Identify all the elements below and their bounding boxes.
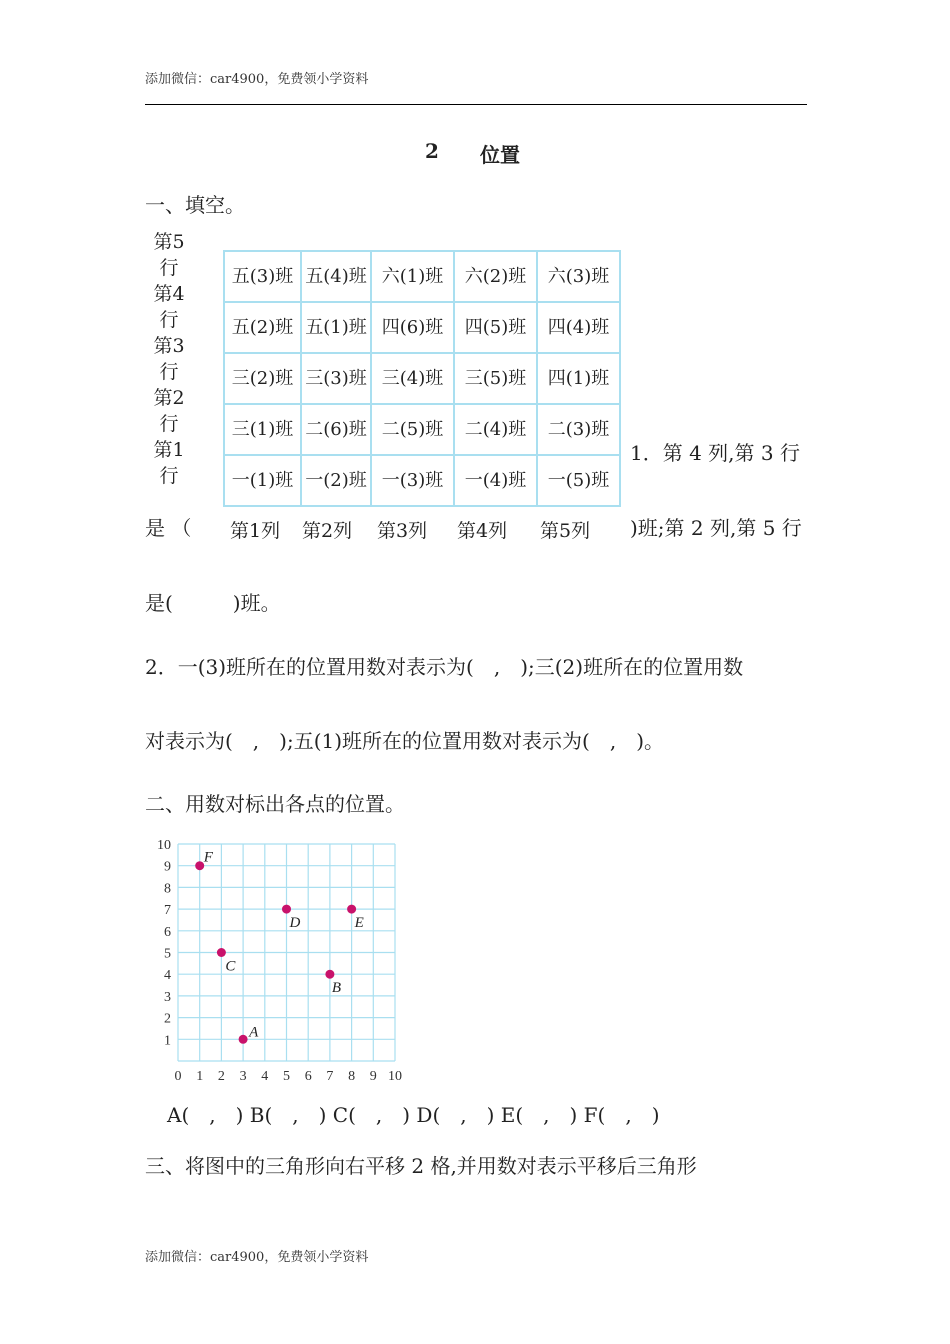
grid-row <box>224 302 620 353</box>
page-title: 位置 <box>480 143 520 167</box>
header-rule <box>145 104 807 105</box>
point-d <box>282 905 291 914</box>
col-label-3: 第3列 <box>377 520 428 542</box>
col-label-5: 第5列 <box>540 520 591 542</box>
x-tick-label: 3 <box>239 1069 247 1084</box>
title-number: 2 <box>425 139 439 163</box>
grid-cell: 二(3)班 <box>537 404 620 455</box>
grid-cell: 二(6)班 <box>301 404 371 455</box>
grid-cell: 三(5)班 <box>454 353 537 404</box>
point-e <box>347 905 356 914</box>
x-tick-label: 2 <box>217 1069 225 1084</box>
page-header: 添加微信：car4900，免费领小学资料 <box>145 72 369 87</box>
y-tick-label: 1 <box>164 1033 171 1049</box>
grid-cell: 一(1)班 <box>224 455 301 506</box>
grid-row <box>224 353 620 404</box>
grid-cell: 二(4)班 <box>454 404 537 455</box>
q1-mid: )班;第 2 列,第 5 行 <box>630 516 802 540</box>
row-label-5: 第5行 <box>153 231 185 279</box>
point-label-e: E <box>354 915 364 932</box>
page-footer: 添加微信：car4900，免费领小学资料 <box>145 1250 369 1265</box>
col-label-1: 第1列 <box>230 520 281 542</box>
grid-cell: 六(1)班 <box>371 251 454 302</box>
point-label-d: D <box>289 915 301 932</box>
grid-cell: 三(3)班 <box>301 353 371 404</box>
point-label-a: A <box>249 1024 259 1041</box>
row-label-2: 第2行 <box>153 387 185 435</box>
point-a <box>239 1035 248 1044</box>
x-tick-label: 0 <box>174 1069 182 1084</box>
x-tick-label: 6 <box>304 1069 312 1084</box>
grid-cell: 五(4)班 <box>301 251 371 302</box>
point-c <box>217 948 226 957</box>
point-b <box>325 970 334 979</box>
grid-row <box>224 251 620 302</box>
x-tick-label: 9 <box>369 1069 377 1084</box>
grid-cell: 三(2)班 <box>224 353 301 404</box>
y-tick-label: 10 <box>157 838 171 853</box>
grid-cell: 一(2)班 <box>301 455 371 506</box>
y-tick-label: 3 <box>164 989 171 1005</box>
grid-cell: 一(3)班 <box>371 455 454 506</box>
y-tick-label: 5 <box>164 946 171 962</box>
grid-cell: 三(1)班 <box>224 404 301 455</box>
grid-cell: 三(4)班 <box>371 353 454 404</box>
grid-cell: 四(5)班 <box>454 302 537 353</box>
grid-cell: 四(6)班 <box>371 302 454 353</box>
x-tick-label: 8 <box>348 1069 356 1084</box>
grid-cell: 六(3)班 <box>537 251 620 302</box>
x-tick-label: 1 <box>196 1069 204 1084</box>
x-tick-label: 10 <box>388 1069 402 1084</box>
grid-cell: 四(4)班 <box>537 302 620 353</box>
y-tick-label: 4 <box>164 968 171 984</box>
grid-cell: 一(4)班 <box>454 455 537 506</box>
x-tick-label: 5 <box>283 1069 290 1084</box>
q1-start: 1．第 4 列,第 3 行 <box>630 441 800 465</box>
row-label-3: 第3行 <box>153 335 185 383</box>
q2-line1: 2．一(3)班所在的位置用数对表示为( , );三(2)班所在的位置用数 <box>145 655 744 679</box>
y-tick-label: 6 <box>164 924 171 940</box>
x-tick-label: 4 <box>261 1069 269 1084</box>
section2-heading: 二、用数对标出各点的位置。 <box>145 792 405 816</box>
section2-answers: A( , ) B( , ) C( , ) D( , ) E( , ) F( , ) <box>167 1103 660 1127</box>
grid-cell: 二(5)班 <box>371 404 454 455</box>
section1-heading: 一、填空。 <box>145 193 245 217</box>
grid-cell: 六(2)班 <box>454 251 537 302</box>
grid-cell: 四(1)班 <box>537 353 620 404</box>
y-tick-label: 9 <box>164 859 171 875</box>
q2-line2: 对表示为( , );五(1)班所在的位置用数对表示为( , )。 <box>145 729 664 753</box>
col-label-4: 第4列 <box>457 520 508 542</box>
class-seating-grid <box>223 250 621 507</box>
row-label-4: 第4行 <box>153 283 185 331</box>
y-tick-label: 2 <box>164 1011 171 1027</box>
point-label-f: F <box>203 849 213 866</box>
x-tick-label: 7 <box>326 1069 334 1084</box>
section3-heading: 三、将图中的三角形向右平移 2 格,并用数对表示平移后三角形 <box>145 1154 697 1178</box>
grid-cell: 一(5)班 <box>537 455 620 506</box>
q1-is: 是 （ <box>145 516 192 540</box>
y-tick-label: 7 <box>164 903 171 919</box>
coordinate-grid-chart <box>140 830 420 1090</box>
y-tick-label: 8 <box>164 881 171 897</box>
col-label-2: 第2列 <box>302 520 353 542</box>
grid-cell: 五(1)班 <box>301 302 371 353</box>
grid-cell: 五(3)班 <box>224 251 301 302</box>
row-label-1: 第1行 <box>153 439 185 487</box>
point-label-b: B <box>331 980 342 997</box>
point-label-c: C <box>225 958 236 975</box>
q1-end: 是( )班。 <box>145 591 281 615</box>
grid-row <box>224 455 620 506</box>
grid-row <box>224 404 620 455</box>
grid-cell: 五(2)班 <box>224 302 301 353</box>
